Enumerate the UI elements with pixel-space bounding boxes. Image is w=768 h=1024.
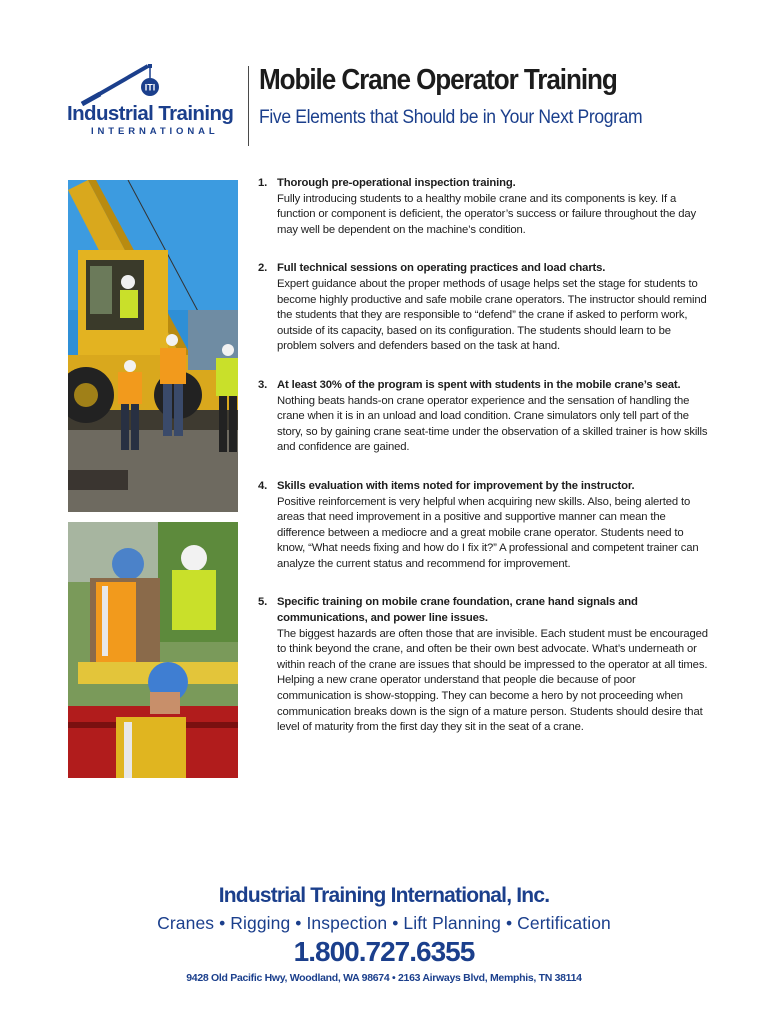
item-number: 1. xyxy=(258,177,268,189)
page-subtitle: Five Elements that Should be in Your Next Program xyxy=(259,106,643,128)
item-number: 2. xyxy=(258,262,268,275)
footer-address: 9428 Old Pacific Hwy, Woodland, WA 98674 • 2163 Airways Blvd, Memphis, TN 38114 xyxy=(186,972,582,984)
item-body: Nothing beats hands-on crane operator experience and the sensation of handling the crane when it is in an unload and load condition. Crane simulators only tell part of the story, so by gaining crane seat-time under the observation of a skilled trainer is how skills and confidence are gained. xyxy=(277,394,708,454)
item-title: Full technical sessions on operating practices and load charts. xyxy=(277,262,606,275)
crane-cab-photo xyxy=(68,180,238,512)
item-title: Thorough pre-operational inspection training. xyxy=(277,177,516,189)
item-number: 4. xyxy=(258,479,268,492)
company-logo xyxy=(64,62,240,142)
list-item xyxy=(258,261,708,355)
item-body: The biggest hazards are often those that are invisible. Each student must be encouraged to think beyond the crane, and often be their own best advocate. What’s underneath or within reach of the crane are issues that should be impressed to the operator at all times. Helping a new crane operator understand that people die because of poor communication is show-stopping. They can become a hero by not proceeding when communication breaks down is the sign of a mature person. Students should desire that level of maturity from the first day they sit in the seat of a crane. xyxy=(277,627,708,734)
list-item xyxy=(258,595,708,735)
list-item xyxy=(258,378,708,456)
footer-company-name: Industrial Training International, Inc. xyxy=(218,884,550,907)
list-item xyxy=(258,479,708,573)
rigging-workers-photo xyxy=(68,522,238,778)
logo-name: Industrial Training xyxy=(67,102,234,125)
page-title: Mobile Crane Operator Training xyxy=(259,64,617,96)
item-title: At least 30% of the program is spent with students in the mobile crane’s seat. xyxy=(277,378,681,391)
item-body: Positive reinforcement is very helpful when acquiring new skills. Also, being alerted to areas that need improvement in a positive and supportive manner can mean the difference between a mediocre and a great mobile crane operator. Students need to know, “What needs fixing and how do I fix it?” A professional and competent trainer can analyze the current status and recommend for improvement. xyxy=(277,495,699,570)
logo-badge-text: ITI xyxy=(144,82,156,93)
logo-subtext: INTERNATIONAL xyxy=(91,126,219,137)
footer-phone[interactable]: 1.800.727.6355 xyxy=(293,936,475,967)
item-title: Skills evaluation with items noted for improvement by the instructor. xyxy=(277,479,635,492)
item-body: Fully introducing students to a healthy mobile crane and its components is key. If a function or component is deficient, the operator’s success or failure throughout the day may well be dependent on the machine’s condition. xyxy=(277,192,697,236)
list-item xyxy=(258,176,708,238)
header-divider xyxy=(248,66,249,146)
item-body: Expert guidance about the proper methods of usage helps set the stage for students to become highly productive and safe mobile crane operators. The instructor should remind the students that they are responsible to “defend” the crane if asked to perform work, outside of its capacity, based on its configuration. The students should learn to be problem solvers and defenders based on the task at hand. xyxy=(277,277,707,353)
footer-services: Cranes • Rigging • Inspection • Lift Planning • Certification xyxy=(157,913,611,933)
item-number: 3. xyxy=(258,378,268,391)
item-title: Specific training on mobile crane foundation, crane hand signals and communications, and power line issues. xyxy=(277,596,638,625)
training-elements-list xyxy=(258,176,708,736)
item-number: 5. xyxy=(258,596,268,609)
